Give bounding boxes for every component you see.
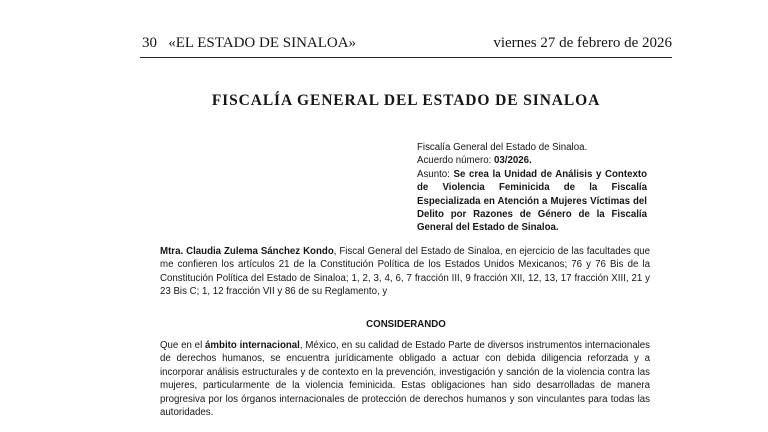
considerando-paragraph (160, 339, 650, 419)
considerando-prefix: Que en el (160, 340, 206, 351)
publication-date: viernes 27 de febrero de 2026 (493, 35, 672, 51)
subject-line (417, 168, 647, 235)
agreement-line (417, 154, 647, 167)
section-heading: CONSIDERANDO (366, 319, 446, 330)
intro-paragraph (160, 245, 650, 299)
header-rule (140, 57, 672, 58)
agreement-label: Acuerdo número: (417, 155, 495, 167)
signatory-name: Mtra. Claudia Zulema Sánchez Kondo (160, 246, 334, 257)
subject-label: Asunto: (417, 168, 454, 180)
considerando-text: , México, en su calidad de Estado Parte de diversos instrumentos internacionales de derechos humanos, se encuentra jurídicamente obligado a actuar con debida diligencia reforzada y a incorporar análisis estructurales y de contexto en la prevención, investigación y sanción de la violencia contra las mujeres, particularmente de la violencia feminicida. Estas obligaciones han sido desarrolladas de manera progresiva por los órganos internacionales de protección de derechos humanos y son vinculantes para todas las autoridades. (160, 340, 650, 419)
agreement-meta (417, 141, 647, 235)
subject-text: Se crea la Unidad de Análisis y Contexto de Violencia Feminicida de la Fiscalía Especializada en Atención a Mujeres Víctimas del Delito por Razones de Género de la Fiscalía General del Estado de Sinaloa. (417, 168, 647, 234)
issuer-line: Fiscalía General del Estado de Sinaloa. (417, 142, 588, 153)
org-title: FISCALÍA GENERAL DEL ESTADO DE SINALOA (211, 92, 601, 109)
publication-name: «EL ESTADO DE SINALOA» (168, 35, 357, 51)
considerando-emphasis: ámbito internacional (205, 340, 300, 351)
page-number: 30 (142, 35, 157, 51)
agreement-number: 03/2026. (494, 155, 532, 167)
header-left (142, 34, 356, 52)
intro-text: , Fiscal General del Estado de Sinaloa, en ejercicio de las facultades que me confieren los artículos 21 de la Constitución Política de los Estados Unidos Mexicanos; 76 y 76 Bis de la Constitución Política del Estado de Sinaloa; 1, 2, 3, 4, 6, 7 fracción III, 9 fracción XII, 12, 13, 17 fracción XIII, 21 y 23 Bis C; 1, 12 fracción VII y 86 de su Reglamento, y (160, 246, 650, 298)
